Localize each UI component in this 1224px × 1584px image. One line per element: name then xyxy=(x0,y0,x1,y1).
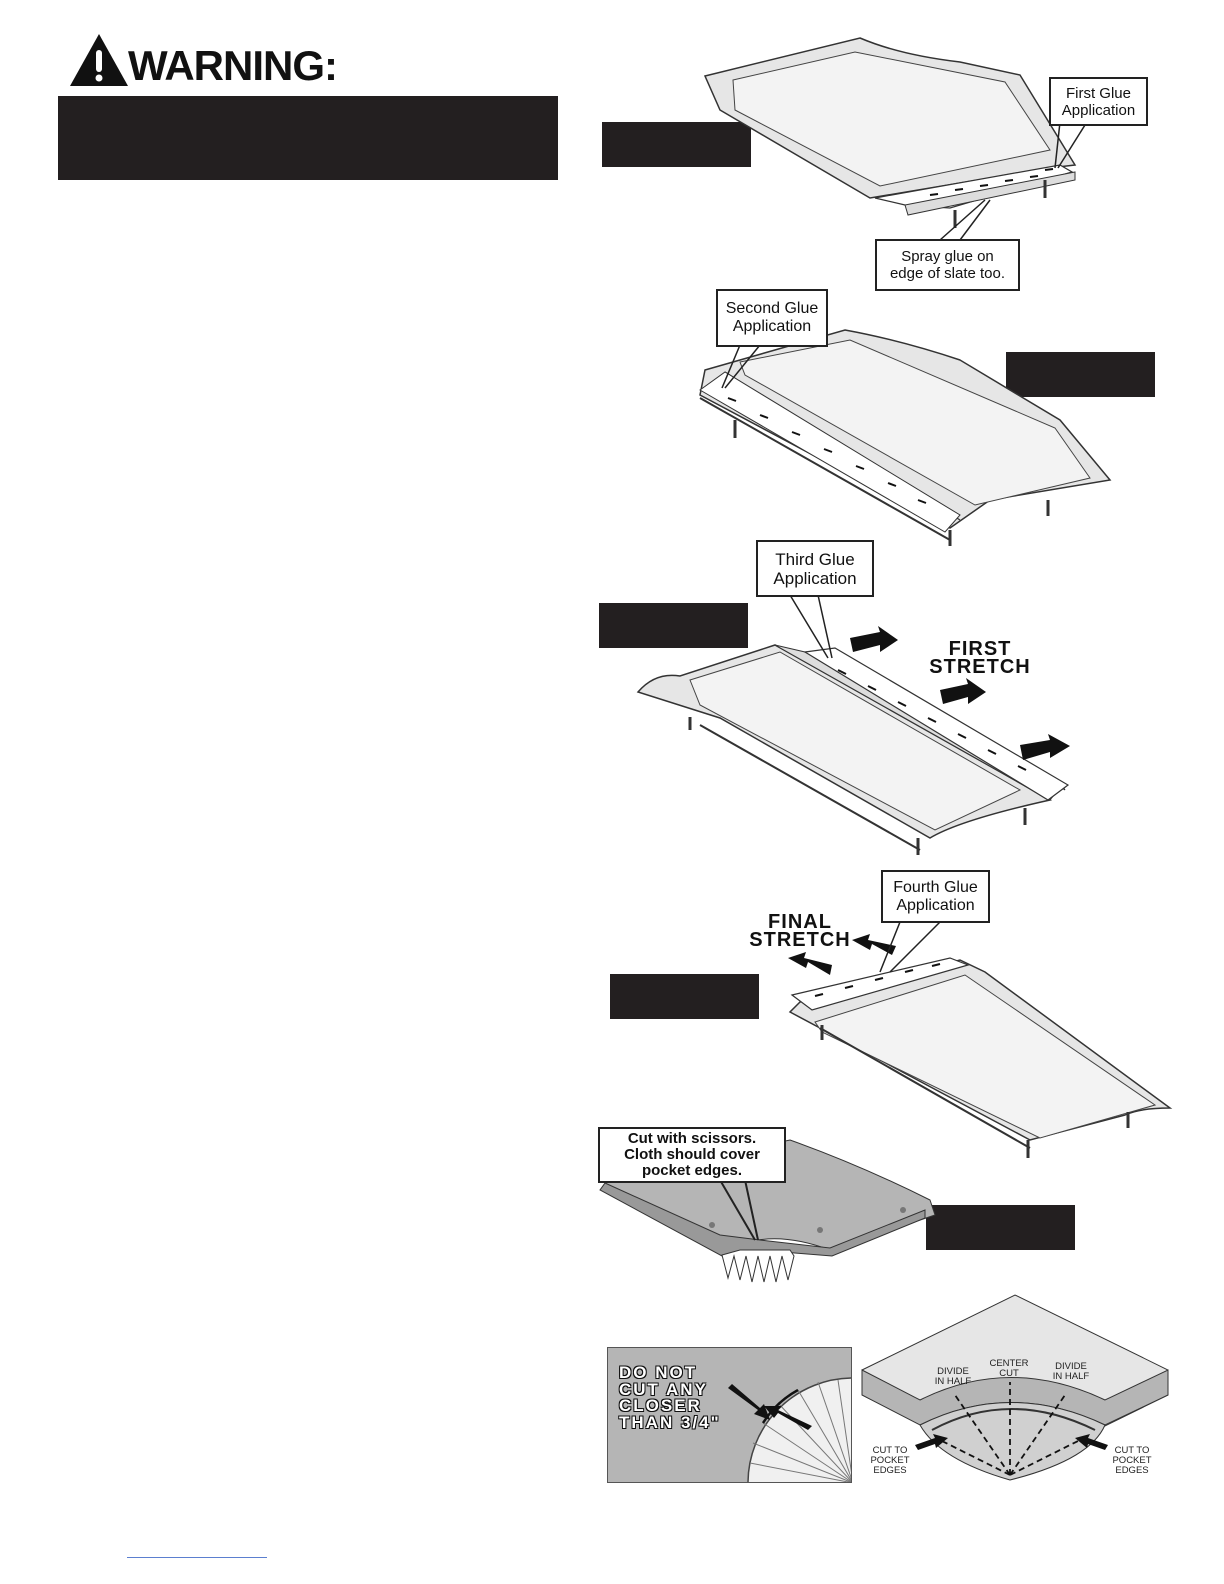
warning-title: WARNING: xyxy=(128,42,337,89)
do-not-cut-text: DO NOT CUT ANY CLOSER THAN 3/4" xyxy=(619,1363,721,1432)
callout-first-glue: First Glue Application xyxy=(1049,77,1148,126)
label-divide-in-half-right: DIVIDE IN HALF xyxy=(1052,1361,1090,1382)
callout-spray-glue-edge: Spray glue on edge of slate too. xyxy=(875,239,1020,291)
label-divide-in-half-left: DIVIDE IN HALF xyxy=(934,1366,972,1387)
footer-link-underline[interactable] xyxy=(127,1557,267,1558)
label-cut-to-pocket-edges-left: CUT TO POCKET EDGES xyxy=(870,1445,910,1476)
callout-fourth-glue: Fourth Glue Application xyxy=(881,870,990,923)
callout-third-glue: Third Glue Application xyxy=(756,540,874,597)
label-cut-to-pocket-edges-right: CUT TO POCKET EDGES xyxy=(1112,1445,1152,1476)
label-center-cut: CENTER CUT xyxy=(989,1358,1029,1379)
callout-cut-with-scissors: Cut with scissors. Cloth should cover pocket edges. xyxy=(598,1127,786,1183)
callout-second-glue: Second Glue Application xyxy=(716,289,828,347)
final-stretch-label: FINAL STRETCH xyxy=(749,911,851,951)
first-stretch-label: FIRST STRETCH xyxy=(929,638,1031,678)
